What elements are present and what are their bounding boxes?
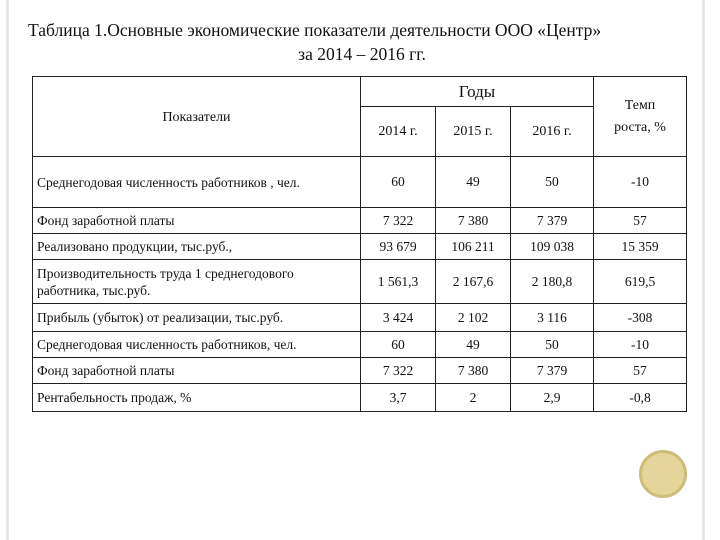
header-rate-line-2: роста, % bbox=[614, 119, 666, 135]
header-years: Годы bbox=[361, 77, 594, 107]
cell-2014: 60 bbox=[361, 157, 436, 208]
row-label: Реализовано продукции, тыс.руб., bbox=[33, 234, 361, 260]
title-line-1: Таблица 1.Основные экономические показатели деятельности ООО «Центр» bbox=[28, 20, 602, 40]
table-row bbox=[33, 332, 687, 358]
table-title bbox=[20, 18, 704, 66]
table-row bbox=[33, 260, 687, 304]
row-label: Производительность труда 1 среднегодового работника, тыс.руб. bbox=[33, 260, 361, 304]
indicators-table bbox=[32, 76, 687, 412]
header-year-2016: 2016 г. bbox=[511, 107, 594, 157]
cell-2014: 7 322 bbox=[361, 358, 436, 384]
cell-2015: 7 380 bbox=[436, 208, 511, 234]
cell-2015: 49 bbox=[436, 332, 511, 358]
header-row-1 bbox=[33, 77, 687, 107]
cell-2014: 60 bbox=[361, 332, 436, 358]
slide-frame-right bbox=[702, 0, 705, 540]
cell-2016: 7 379 bbox=[511, 208, 594, 234]
row-label: Фонд заработной платы bbox=[33, 208, 361, 234]
cell-rate: -10 bbox=[594, 332, 687, 358]
cell-rate: 57 bbox=[594, 358, 687, 384]
row-label: Фонд заработной платы bbox=[33, 358, 361, 384]
table-row bbox=[33, 157, 687, 208]
cell-rate: -10 bbox=[594, 157, 687, 208]
cell-2015: 106 211 bbox=[436, 234, 511, 260]
cell-2016: 2 180,8 bbox=[511, 260, 594, 304]
cell-rate: -308 bbox=[594, 304, 687, 332]
cell-2016: 3 116 bbox=[511, 304, 594, 332]
row-label: Среднегодовая численность работников, чел. bbox=[33, 332, 361, 358]
cell-rate: -0,8 bbox=[594, 384, 687, 412]
table-row bbox=[33, 358, 687, 384]
cell-2014: 3 424 bbox=[361, 304, 436, 332]
slide-frame-left bbox=[6, 0, 9, 540]
cell-2014: 1 561,3 bbox=[361, 260, 436, 304]
row-label: Прибыль (убыток) от реализации, тыс.руб. bbox=[33, 304, 361, 332]
cell-2016: 50 bbox=[511, 157, 594, 208]
cell-2016: 7 379 bbox=[511, 358, 594, 384]
cell-2015: 7 380 bbox=[436, 358, 511, 384]
header-year-2015: 2015 г. bbox=[436, 107, 511, 157]
table-row bbox=[33, 208, 687, 234]
cell-2015: 2 102 bbox=[436, 304, 511, 332]
table-row bbox=[33, 384, 687, 412]
cell-2015: 2 167,6 bbox=[436, 260, 511, 304]
cell-2014: 3,7 bbox=[361, 384, 436, 412]
cell-rate: 15 359 bbox=[594, 234, 687, 260]
cell-rate: 57 bbox=[594, 208, 687, 234]
row-label: Среднегодовая численность работников , чел. bbox=[33, 157, 361, 208]
table-row bbox=[33, 304, 687, 332]
header-rate-line-1: Темп bbox=[624, 97, 656, 113]
decorative-circle-icon bbox=[639, 450, 687, 498]
row-label: Рентабельность продаж, % bbox=[33, 384, 361, 412]
cell-rate: 619,5 bbox=[594, 260, 687, 304]
header-growth-rate bbox=[594, 77, 687, 157]
cell-2014: 7 322 bbox=[361, 208, 436, 234]
cell-2016: 109 038 bbox=[511, 234, 594, 260]
cell-2016: 2,9 bbox=[511, 384, 594, 412]
cell-2015: 49 bbox=[436, 157, 511, 208]
header-year-2014: 2014 г. bbox=[361, 107, 436, 157]
header-indicators: Показатели bbox=[33, 77, 361, 157]
table-row bbox=[33, 234, 687, 260]
cell-2016: 50 bbox=[511, 332, 594, 358]
cell-2014: 93 679 bbox=[361, 234, 436, 260]
title-line-2: за 2014 – 2016 гг. bbox=[298, 44, 426, 64]
cell-2015: 2 bbox=[436, 384, 511, 412]
